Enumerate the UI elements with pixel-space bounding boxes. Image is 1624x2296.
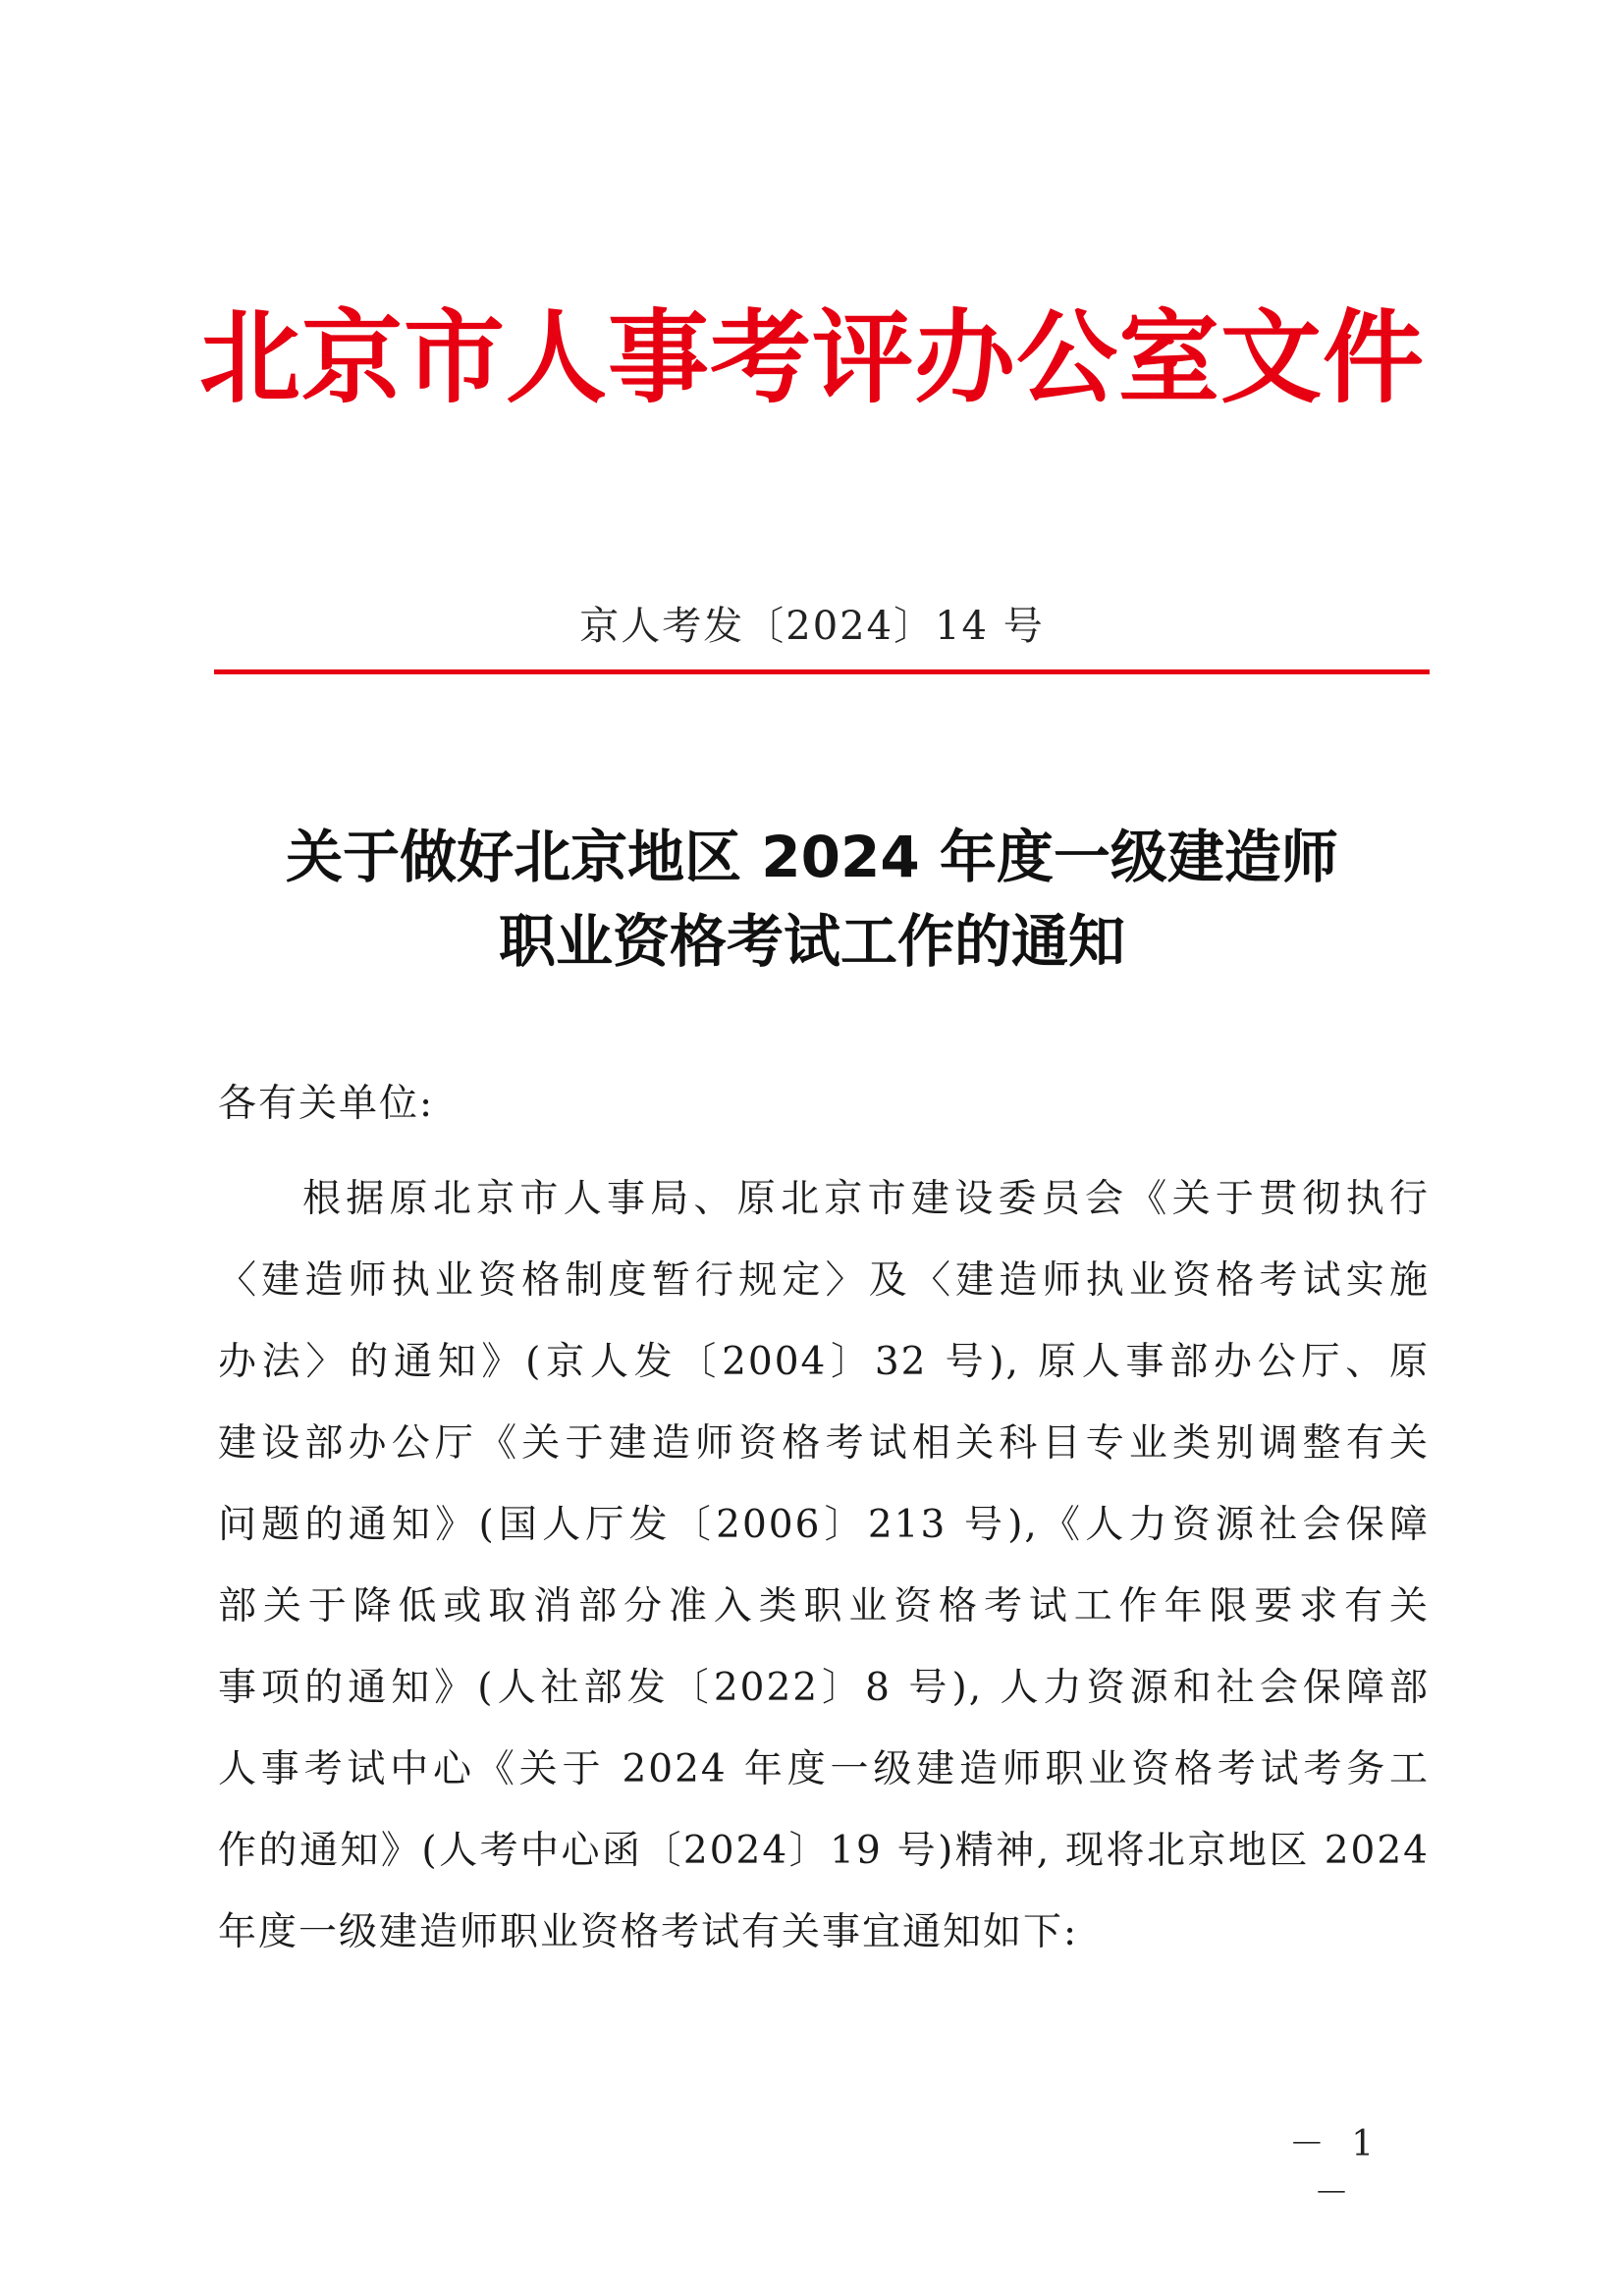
body-line: 部关于降低或取消部分准入类职业资格考试工作年限要求有关 xyxy=(218,1584,1430,1629)
body-line: 根据原北京市人事局、原北京市建设委员会《关于贯彻执行 xyxy=(302,1177,1430,1221)
red-divider-rule xyxy=(214,669,1430,674)
body-line: 〈建造师执业资格制度暂行规定〉及〈建造师执业资格考试实施 xyxy=(218,1258,1430,1303)
agency-header-title: 北京市人事考评办公室文件 xyxy=(199,299,1425,417)
body-line: 事项的通知》(人社部发〔2022〕8 号), 人力资源和社会保障部 xyxy=(218,1666,1430,1710)
body-line: 作的通知》(人考中心函〔2024〕19 号)精神, 现将北京地区 2024 xyxy=(218,1829,1430,1873)
body-line: 年度一级建造师职业资格考试有关事宜通知如下: xyxy=(218,1910,1079,1954)
notice-title xyxy=(196,815,1428,984)
body-paragraph xyxy=(218,1158,1430,1973)
body-line: 建设部办公厅《关于建造师资格考试相关科目专业类别调整有关 xyxy=(218,1421,1430,1466)
notice-title-line-1: 关于做好北京地区 2024 年度一级建造师 xyxy=(286,824,1338,890)
body-line: 办法〉的通知》(京人发〔2004〕32 号), 原人事部办公厅、原 xyxy=(218,1340,1430,1384)
notice-title-line-2: 职业资格考试工作的通知 xyxy=(498,908,1125,975)
body-line: 人事考试中心《关于 2024 年度一级建造师职业资格考试考务工 xyxy=(218,1747,1430,1791)
body-line: 问题的通知》(国人厅发〔2006〕213 号),《人力资源社会保障 xyxy=(218,1503,1430,1547)
document-number: 京人考发〔2024〕14 号 xyxy=(579,604,1045,649)
salutation: 各有关单位: xyxy=(218,1082,435,1126)
page-number: － 1 － xyxy=(1288,2124,1382,2214)
